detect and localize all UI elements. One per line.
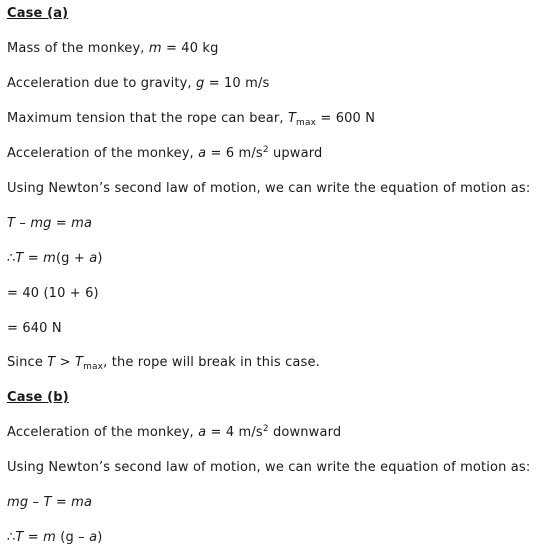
since-Tmax: T [74,355,84,370]
eq-b2-equals: = [23,530,44,545]
eq-a1-ma: ma [71,216,93,231]
since-T: T [47,355,56,370]
accel-a-direction: upward [268,146,323,161]
eq-b2-close: ) [97,530,103,545]
eq-a1-minus: – [15,216,31,231]
equation-a-3: = 40 (10 + 6) [7,286,99,301]
eq-b1-ma: ma [71,495,93,510]
equation-b-1 [7,495,92,511]
eq-b1-T: T [43,495,52,510]
eq-a2-close: ) [97,251,103,266]
accel-b-label: Acceleration of the monkey, [7,425,199,440]
equation-b-2 [7,530,102,546]
gravity-line [7,76,269,92]
tension-subscript: max [296,118,317,128]
eq-b2-T: T [15,530,24,545]
accel-b-value: = 4 m/s [206,425,263,440]
accel-a-exponent: 2 [262,145,269,155]
eq-b1-minus: – [28,495,44,510]
mass-symbol: m [148,41,162,56]
mass-value: = 40 kg [161,41,219,56]
eq-a2-therefore: ∴ [7,251,16,266]
eq-a1-equals: = [51,216,72,231]
accel-a-line [7,146,322,162]
gravity-label: Acceleration due to gravity, [7,76,196,91]
eq-a2-m: m [43,251,56,266]
eq-b1-equals: = [51,495,72,510]
since-rest: , the rope will break in this case. [103,355,320,370]
mass-label: Mass of the monkey, [7,41,149,56]
eq-a1-mg: mg [30,216,52,231]
tension-label: Maximum tension that the rope can bear, [7,111,288,126]
newton-a-text: Using Newton’s second law of motion, we can write the equation of motion as: [7,181,531,196]
case-b-heading: Case (b) [7,390,69,405]
eq-a1-T: T [7,216,16,231]
eq-a2-equals: = [23,251,44,266]
equation-a-4: = 640 N [7,321,62,336]
accel-a-label: Acceleration of the monkey, [7,146,199,161]
tension-line [7,111,375,127]
accel-a-value: = 6 m/s [206,146,263,161]
case-a-heading: Case (a) [7,6,69,21]
equation-a-1 [7,216,92,232]
eq-a2-rest: (g + [55,251,90,266]
eq-a2-T: T [15,251,24,266]
since-line [7,355,320,371]
eq-a2-a: a [89,251,98,266]
accel-b-exponent: 2 [262,424,269,434]
since-prefix: Since [7,355,48,370]
mass-line [7,41,219,57]
accel-b-line [7,425,341,441]
eq-b2-rest: (g – [55,530,90,545]
gravity-symbol: g [196,76,205,91]
tension-value: = 600 N [316,111,376,126]
newton-b-text: Using Newton’s second law of motion, we can write the equation of motion as: [7,460,531,475]
eq-b2-therefore: ∴ [7,530,16,545]
accel-a-symbol: a [198,146,207,161]
gravity-value: = 10 m/s [204,76,270,91]
tension-symbol: T [287,111,297,126]
eq-b2-m: m [43,530,56,545]
since-subscript: max [83,362,104,372]
since-gt: > [55,355,75,370]
eq-b2-a: a [89,530,98,545]
equation-a-2 [7,251,103,267]
accel-b-symbol: a [198,425,207,440]
accel-b-direction: downward [268,425,342,440]
eq-b1-mg: mg [7,495,29,510]
